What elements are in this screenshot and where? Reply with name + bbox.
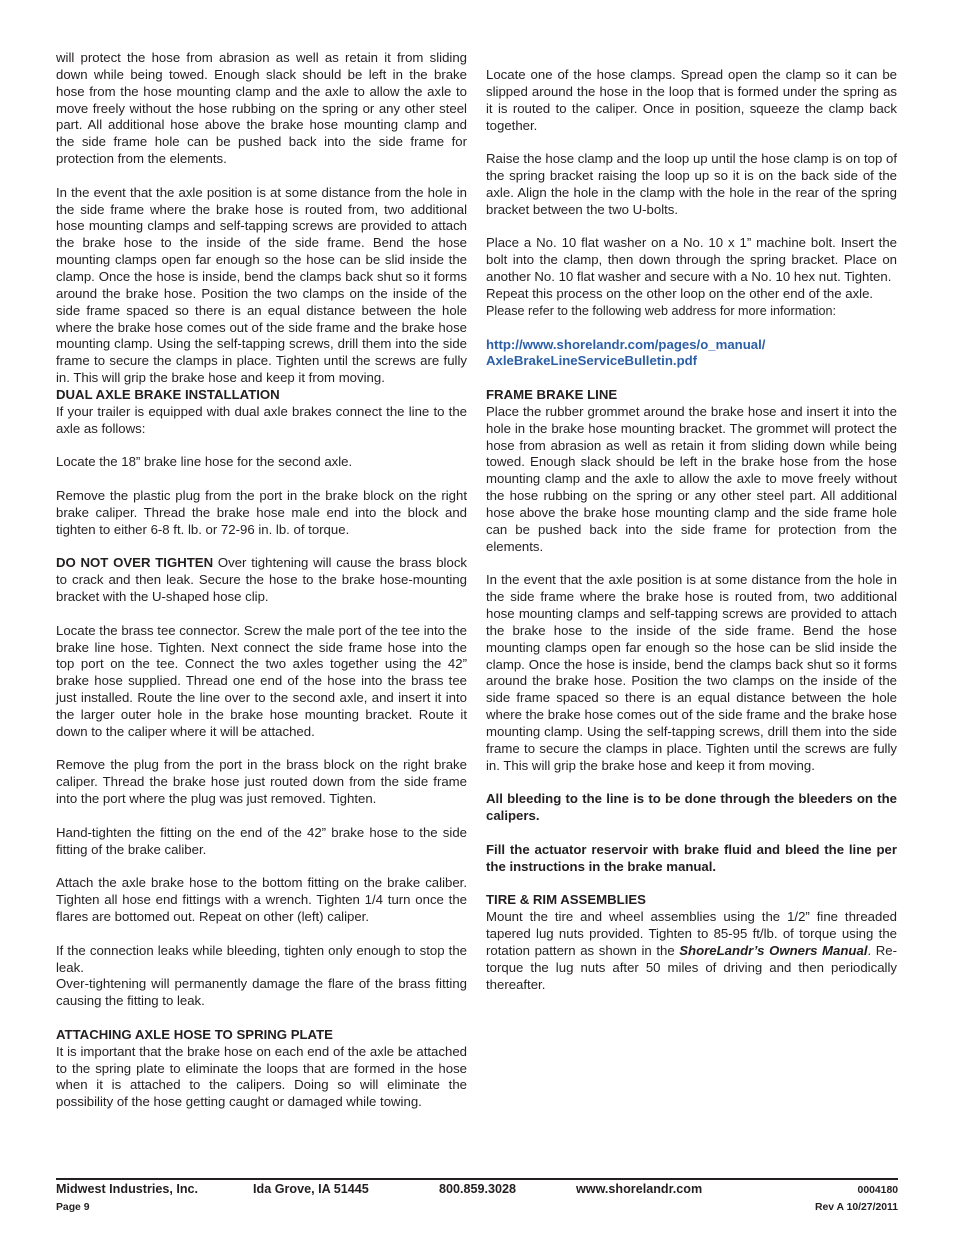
paragraph: Place the rubber grommet around the brake hose and insert it into the hole in the brake hose mounting bracket. The grommet will protect the hose from abrasion as well as retain it from sliding down while being towed. Enough slack should be left in the brake hose from the hose mounting clamp and the axle to allow the axle to move freely without the hose rubbing on the spring or any other steel part. All additional hose above the brake hose mounting clamp and the side frame hole can be pushed back into the side frame for protection from the elements. — [486, 403, 897, 554]
warning-text: Over tightening will cause the brass block to crack and then leak. Secure the hose to the brake hose-mounting bracket with the U-shaped hose clip. — [56, 555, 468, 604]
section-heading-dual-axle: DUAL AXLE BRAKE INSTALLATION — [56, 386, 280, 402]
paragraph: Repeat this process on the other loop on the other end of the axle. — [486, 285, 874, 301]
paragraph: In the event that the axle position is at some distance from the hole in the side frame where the brake hose is routed from, two additional hose mounting clamps and self-tapping screws are provided to attach the brake hose to the inside of the side frame. Bend the hose mounting clamps open far enough so the hose can be slid inside the clamp. Once the hose is inside, bend the clamps back shut so it forms around the brake hose. Position the two clamps on the inside of the side frame spaced so there is an equal distance between the hole where the brake hose comes out of the side frame and the brake hose mounting clamp. Using the self-tapping screws, drill them into the side frame to secure the clamps in place. Tighten until the screws are fully in. This will grip the brake hose and keep it from moving. — [486, 572, 897, 773]
paragraph: Locate the 18” brake line hose for the second axle. — [56, 454, 353, 470]
paragraph: Fill the actuator reservoir with brake fluid and bleed the line per the instructions in the brake manual. — [486, 841, 897, 874]
text-run: Mount the tire and wheel assemblies using the 1/2” fine threaded tapered lug nuts provided. Tighten to 85-95 ft/lb. of torque using the rotation pattern as shown in the — [486, 909, 897, 958]
paragraph: If your trailer is equipped with dual axle brakes connect the line to the axle as follows: — [56, 403, 467, 436]
paragraph: Place a No. 10 flat washer on a No. 10 x 1” machine bolt. Insert the bolt into the clamp, then down through the spring bracket. Place on another No. 10 flat washer and secure with a No. 10 hex nut. Tighten. — [486, 235, 897, 285]
service-bulletin-link[interactable] — [486, 337, 897, 371]
paragraph: will protect the hose from abrasion as well as retain it from sliding down while being towed. Enough slack should be left in the brake hose from the hose mounting clamp and the axle to allow the axle to move freely without the hose rubbing on the spring or any other steel part. All additional hose above the brake hose mounting clamp and the side frame hole can be pushed back into the side frame for protection from the elements. — [56, 50, 467, 167]
link-line-1[interactable]: http://www.shorelandr.com/pages/o_manual/ — [486, 336, 766, 352]
paragraph: Remove the plug from the port in the brass block on the right brake caliper. Thread the brake hose just routed down from the side frame into the port where the plug was just removed. Tighten. — [56, 757, 467, 807]
footer-page-number: Page 9 — [56, 1202, 90, 1213]
paragraph: Raise the hose clamp and the loop up until the hose clamp is on top of the spring bracket raising the loop up so it is on the back side of the axle. Align the hole in the clamp with the hole in the rear of the spring bracket between the two U-bolts. — [486, 151, 897, 217]
paragraph: Locate the brass tee connector. Screw the male port of the tee into the brake line hose. Tighten. Next connect the side frame hose into the top port on the tee. Connect the two axles together using the 42” brake hose supplied. Thread one end of the hose into the brass tee just installed. Route the line over to the second axle, and insert it into the larger outer hole in the brake hose mounting bracket. Route it down to the caliper where it will be attached. — [56, 622, 467, 739]
left-column — [56, 50, 467, 1111]
link-line-2[interactable]: AxleBrakeLineServiceBulletin.pdf — [486, 353, 698, 369]
paragraph: Hand-tighten the fitting on the end of the 42” brake hose to the side fitting of the brake caliber. — [56, 824, 467, 857]
warning-label: DO NOT OVER TIGHTEN — [56, 555, 214, 571]
paragraph: Please refer to the following web address for more information: — [486, 303, 836, 318]
paragraph: Locate one of the hose clamps. Spread open the clamp so it can be slipped around the hose in the loop that is formed under the spring as it is routed to the caliper. Once in position, squeeze the clamp back together. — [486, 67, 897, 133]
paragraph: All bleeding to the line is to be done through the bleeders on the calipers. — [486, 791, 897, 824]
paragraph: Attach the axle brake hose to the bottom fitting on the brake caliber. Tighten all hose end fittings with a wrench. Tighten 1/4 turn once the flares are bottomed out. Repeat on other (left) caliper. — [56, 875, 467, 925]
manual-title: ShoreLandr’s Owners Manual — [679, 942, 868, 958]
paragraph: In the event that the axle position is at some distance from the hole in the side frame where the brake hose is routed from, two additional hose mounting clamps and self-tapping screws are provided to attach the brake hose to the inside of the side frame. Bend the hose mounting clamps open far enough so the hose can be slid inside the clamp. Once the hose is inside, bend the clamps back shut so it forms around the brake hose. Position the two clamps on the inside of the side frame spaced so there is an equal distance between the hole where the brake hose comes out of the side frame and the brake hose mounting clamp. Using the self-tapping screws, drill them into the side frame to secure the clamps in place. Tighten until the screws are fully in. This will grip the brake hose and keep it from moving. — [56, 184, 467, 386]
warning-paragraph — [56, 555, 467, 606]
section-heading-spring-plate: ATTACHING AXLE HOSE TO SPRING PLATE — [56, 1026, 333, 1042]
paragraph: Remove the plastic plug from the port in the brake block on the right brake caliper. Thread the brake hose male end into the block and tighten to either 6-8 ft. lb. or 72-96 in. lb. of torque. — [56, 487, 467, 537]
footer-divider — [56, 1178, 898, 1180]
footer-revision: Rev A 10/27/2011 — [815, 1202, 898, 1213]
footer-website: www.shorelandr.com — [576, 1182, 703, 1196]
text-run: . Re-torque the lug nuts after 50 miles of driving and then periodically thereafter. — [486, 942, 898, 992]
section-heading-frame-brake-line: FRAME BRAKE LINE — [486, 387, 618, 403]
right-column — [486, 67, 897, 993]
paragraph: Over-tightening will permanently damage the flare of the brass fitting causing the fitting to leak. — [56, 976, 467, 1009]
paragraph: It is important that the brake hose on each end of the axle be attached to the spring plate to eliminate the loops that are formed in the hose when it is attached to the calipers. Doing so will eliminate the possibility of the hose getting caught or damaged while towing. — [56, 1043, 467, 1110]
footer-doc-number: 0004180 — [857, 1185, 898, 1196]
footer-city: Ida Grove, IA 51445 — [253, 1182, 369, 1196]
paragraph — [486, 909, 897, 993]
section-heading-tire-rim: TIRE & RIM ASSEMBLIES — [486, 892, 646, 908]
footer-company: Midwest Industries, Inc. — [56, 1182, 199, 1196]
paragraph: If the connection leaks while bleeding, tighten only enough to stop the leak. — [56, 942, 467, 975]
footer-phone: 800.859.3028 — [439, 1182, 517, 1196]
